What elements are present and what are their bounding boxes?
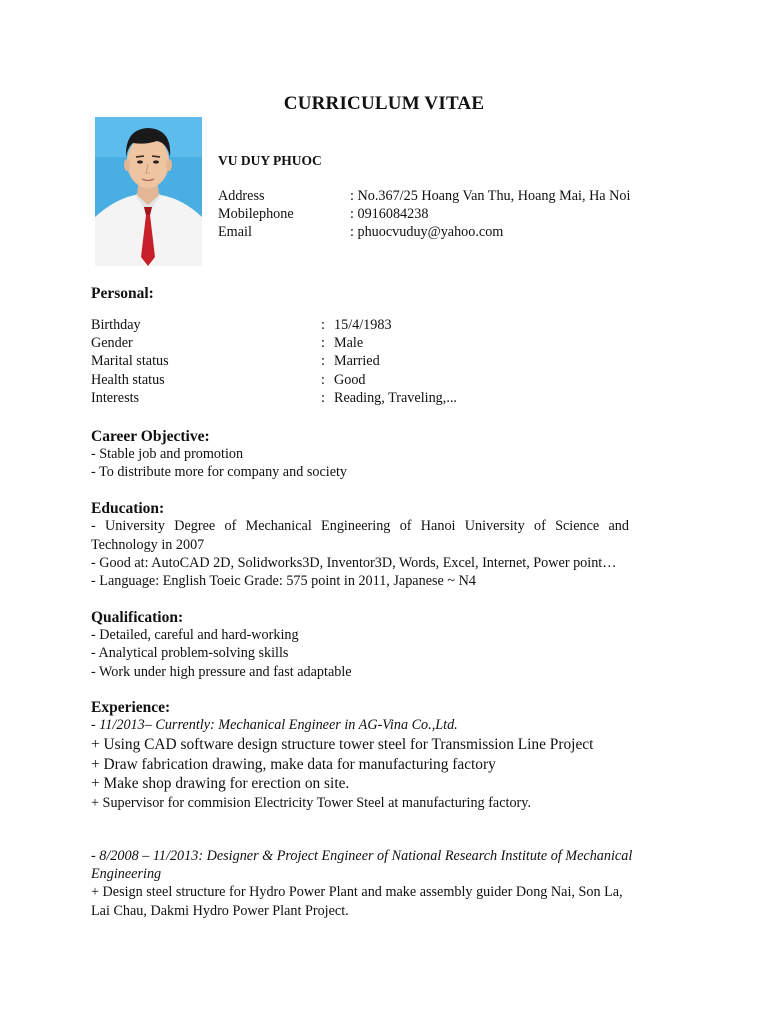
job-title: Engineering	[91, 866, 162, 882]
career-line: - Stable job and promotion	[91, 446, 244, 462]
job-duty: + Draw fabrication drawing, make data for manufacturing factory	[91, 756, 496, 773]
colon: :	[321, 335, 325, 351]
colon: :	[321, 317, 325, 333]
job-duty: Lai Chau, Dakmi Hydro Power Plant Project.	[91, 903, 349, 919]
job-duty: + Supervisor for commision Electricity Tower Steel at manufacturing factory.	[91, 795, 531, 811]
qualification-heading: Qualification:	[91, 609, 184, 626]
mobilephone-value: : 0916084238	[350, 206, 429, 222]
job-duty: + Make shop drawing for erection on site.	[91, 775, 350, 792]
address-value: : No.367/25 Hoang Van Thu, Hoang Mai, Ha Noi	[350, 188, 631, 204]
job-duty: + Design steel structure for Hydro Power Plant and make assembly guider Dong Nai, Son La,	[91, 884, 623, 900]
career-objective-heading: Career Objective:	[91, 428, 210, 445]
job-title: - 8/2008 – 11/2013: Designer & Project Engineer of National Research Institute of Mechanical	[91, 848, 633, 864]
qualification-line: - Detailed, careful and hard-working	[91, 627, 299, 643]
health-status-value: Good	[334, 372, 366, 388]
qualification-line: - Work under high pressure and fast adaptable	[91, 664, 352, 680]
colon: :	[321, 390, 325, 406]
birthday-label: Birthday	[91, 317, 141, 333]
address-label: Address	[218, 188, 265, 204]
mobilephone-label: Mobilephone	[218, 206, 294, 222]
education-line: Technology in 2007	[91, 537, 205, 553]
career-line: - To distribute more for company and society	[91, 464, 348, 480]
profile-photo	[95, 117, 202, 266]
education-line: - Good at: AutoCAD 2D, Solidworks3D, Inventor3D, Words, Excel, Internet, Power point…	[91, 555, 617, 571]
interests-value: Reading, Traveling,...	[334, 390, 457, 406]
colon: :	[321, 353, 325, 369]
marital-status-label: Marital status	[91, 353, 169, 369]
education-line: - Language: English Toeic Grade: 575 point in 2011, Japanese ~ N4	[91, 573, 476, 589]
experience-heading: Experience:	[91, 699, 171, 716]
job-title: - 11/2013– Currently: Mechanical Engineer in AG-Vina Co.,Ltd.	[91, 717, 458, 733]
birthday-value: 15/4/1983	[334, 317, 392, 333]
education-heading: Education:	[91, 500, 165, 517]
email-label: Email	[218, 224, 252, 240]
gender-label: Gender	[91, 335, 133, 351]
qualification-line: - Analytical problem-solving skills	[91, 645, 289, 661]
gender-value: Male	[334, 335, 364, 351]
candidate-name: VU DUY PHUOC	[218, 153, 322, 168]
interests-label: Interests	[91, 390, 140, 406]
page-title: CURRICULUM VITAE	[283, 93, 485, 114]
email-value: : phuocvuduy@yahoo.com	[350, 224, 504, 240]
personal-heading: Personal:	[91, 285, 154, 302]
marital-status-value: Married	[334, 353, 380, 369]
education-line: - University Degree of Mechanical Engineering of Hanoi University of Science and	[91, 518, 629, 534]
job-duty: + Using CAD software design structure tower steel for Transmission Line Project	[91, 736, 594, 753]
colon: :	[321, 372, 325, 388]
health-status-label: Health status	[91, 372, 165, 388]
